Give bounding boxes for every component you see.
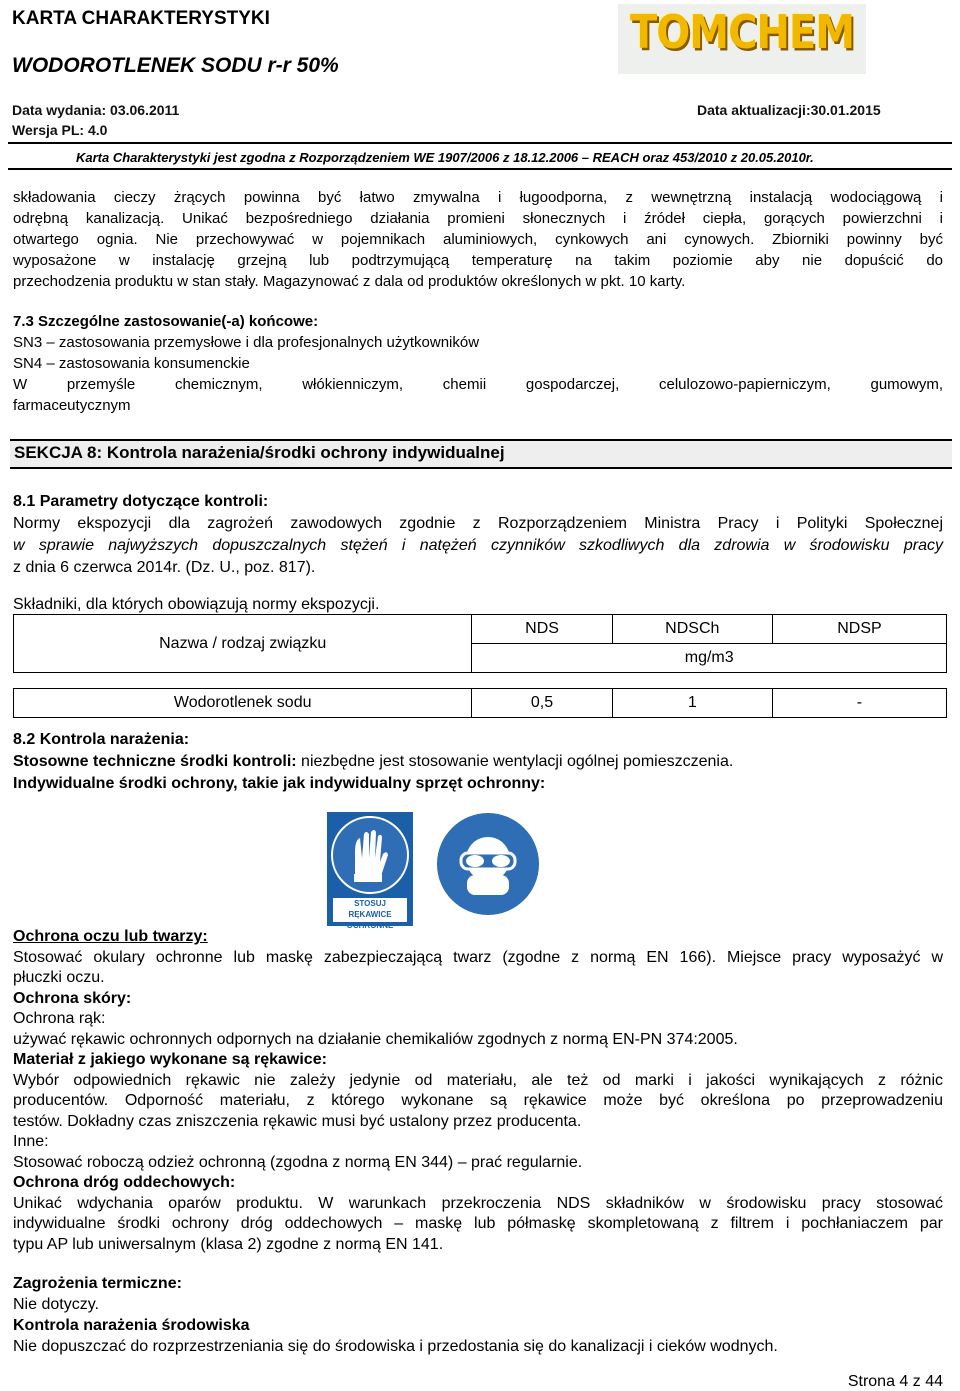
tomchem-logo (618, 4, 866, 74)
row-ndsp: - (772, 689, 946, 718)
glove-material-heading: Materiał z jakiego wykonane są rękawice: (13, 1051, 327, 1068)
gloves-sign-label: STOSUJ RĘKAWICE OCHRONNE (333, 898, 407, 922)
respiratory-line: typu AP lub uniwersalnym (klasa 2) zgodne z normą EN 141. (13, 1235, 444, 1253)
respiratory-line: indywidualne środki ochrony dróg oddechowych – maskę lub półmaskę skompletowaną z filtrem i pochłaniaczem par (13, 1215, 943, 1232)
s82-heading: 8.2 Kontrola narażenia: (13, 731, 190, 748)
col-ndsp-header: NDSP (772, 615, 946, 644)
exposure-table (13, 614, 947, 718)
s81-line: w sprawie najwyższych dopuszczalnych stężeń i natężeń czynników szkodliwych dla zdrowia w środowisku pracy (13, 537, 943, 554)
eng-control-text: niezbędne jest stosowanie wentylacji ogólnej pomieszczenia. (296, 753, 734, 770)
respiratory-heading: Ochrona dróg oddechowych: (13, 1174, 236, 1191)
env-heading: Kontrola narażenia środowiska (13, 1317, 250, 1334)
row-ndsch: 1 (612, 689, 772, 718)
env-text: Nie dopuszczać do rozprzestrzeniania się do środowiska i przedostania się do kanalizacji i cieków wodnych. (13, 1338, 778, 1355)
thermal-heading: Zagrożenia termiczne: (13, 1275, 182, 1292)
row-name: Wodorotlenek sodu (14, 689, 472, 718)
s73-heading: 7.3 Szczególne zastosowanie(-a) końcowe: (13, 313, 319, 330)
section-7-3 (13, 311, 943, 416)
other-label: Inne: (13, 1133, 49, 1150)
skin-heading: Ochrona skóry: (13, 989, 132, 1007)
logo-text: TOMCHEM (629, 6, 855, 60)
product-name: WODOROTLENEK SODU r-r 50% (12, 54, 339, 77)
regulation-note: Karta Charakterystyki jest zgodna z Rozporządzeniem WE 1907/2006 z 18.12.2006 – REACH oraz 453/2010 z 20.05.2010r. (76, 150, 814, 165)
section-8-title: SEKCJA 8: Kontrola narażenia/środki ochrony indywidualnej (14, 443, 505, 462)
glove-material-line: testów. Dokładny czas zniszczenia rękawic musi być ustalony przez producenta. (13, 1112, 582, 1130)
header-divider-bottom (8, 168, 952, 170)
other-text: Stosować roboczą odzież ochronną (zgodna z normą EN 344) – prać regularnie. (13, 1153, 583, 1171)
eye-line: płuczki oczu. (13, 969, 105, 986)
thermal-env (13, 1273, 943, 1357)
s73-line: farmaceutycznym (13, 397, 131, 414)
s73-line: W przemyśle chemicznym, włókienniczym, chemii gospodarczej, celulozowo-papierniczym, gumowym, (13, 376, 943, 393)
section-8-header (10, 439, 952, 469)
glove-material-line: Wybór odpowiednich rękawic nie zależy jedynie od materiału, ale też od marki i jakości wynikających z różnic (13, 1071, 943, 1089)
thermal-text: Nie dotyczy. (13, 1296, 99, 1313)
respiratory-line: Unikać wdychania oparów produktu. W warunkach przekroczenia NDS składników w środowisku pracy stosować (13, 1194, 943, 1212)
ppe-heading: Indywidualne środki ochrony, takie jak indywidualny sprzęt ochronny: (13, 775, 546, 792)
unit-header: mg/m3 (472, 644, 947, 673)
eng-control-label: Stosowne techniczne środki kontroli: (13, 753, 297, 770)
update-date: Data aktualizacji:30.01.2015 (697, 102, 881, 118)
goggles-icon (437, 813, 539, 915)
glove-material-line: producentów. Odporność materiału, z którego wykonane są rękawice może być określona po przeprowadzeniu (13, 1092, 943, 1109)
section-8-1 (13, 491, 943, 579)
protection-details (13, 927, 943, 1255)
col-name-header: Nazwa / rodzaj związku (14, 615, 472, 673)
header-divider (8, 142, 952, 144)
gloves-icon (331, 816, 409, 894)
storage-line: przechodzenia produktu w stan stały. Magazynować z dala od produktów określonych w pkt. 10 karty. (13, 273, 686, 290)
gloves-sign (327, 812, 413, 930)
version: Wersja PL: 4.0 (12, 122, 108, 138)
hands-label: Ochrona rąk: (13, 1010, 106, 1027)
storage-line: odrębną kanalizacją. Unikać bezpośredniego działania promieni słonecznych i źródeł ciepła, gorących powierzchni i (13, 210, 943, 227)
eye-heading: Ochrona oczu lub twarzy: (13, 928, 208, 945)
s73-line: SN3 – zastosowania przemysłowe i dla profesjonalnych użytkowników (13, 334, 480, 351)
table-row (14, 689, 947, 718)
s81-line: z dnia 6 czerwca 2014r. (Dz. U., poz. 817). (13, 559, 316, 576)
storage-line: wyposażone w instalację grzejną lub podtrzymującą temperaturę na takim poziomie aby nie dopuścić do (13, 252, 943, 269)
col-ndsch-header: NDSCh (612, 615, 772, 644)
s81-line: Normy ekspozycji dla zagrożeń zawodowych zgodnie z Rozporządzeniem Ministra Pracy i Polityki Społecznej (13, 515, 943, 532)
hands-text: używać rękawic ochronnych odpornych na działanie chemikaliów zgodnych z normą EN-PN 374:2005. (13, 1030, 738, 1048)
table-spacer (14, 673, 947, 689)
storage-line: składowania cieczy żrących powinna być łatwo zmywalna i ługoodporna, z wewnętrzną instalacją wodociągową i (13, 189, 943, 206)
s73-line: SN4 – zastosowania konsumenckie (13, 355, 250, 372)
row-nds: 0,5 (472, 689, 612, 718)
components-caption: Składniki, dla których obowiązują normy ekspozycji. (13, 596, 380, 613)
storage-paragraph (13, 187, 943, 292)
s81-heading: 8.1 Parametry dotyczące kontroli: (13, 493, 269, 510)
section-8-2 (13, 729, 943, 795)
page-number: Strona 4 z 44 (847, 1373, 943, 1390)
document-type: KARTA CHARAKTERYSTYKI (12, 8, 270, 29)
eye-line: Stosować okulary ochronne lub maskę zabezpieczającą twarz (zgodne z normą EN 166). Miejsce pracy wyposażyć w (13, 948, 943, 966)
col-nds-header: NDS (472, 615, 612, 644)
issue-date: Data wydania: 03.06.2011 (12, 102, 180, 118)
storage-line: otwartego ognia. Nie przechowywać w pojemnikach aluminiowych, cynkowych ani cynowych. Zbiorniki powinny być (13, 231, 943, 248)
